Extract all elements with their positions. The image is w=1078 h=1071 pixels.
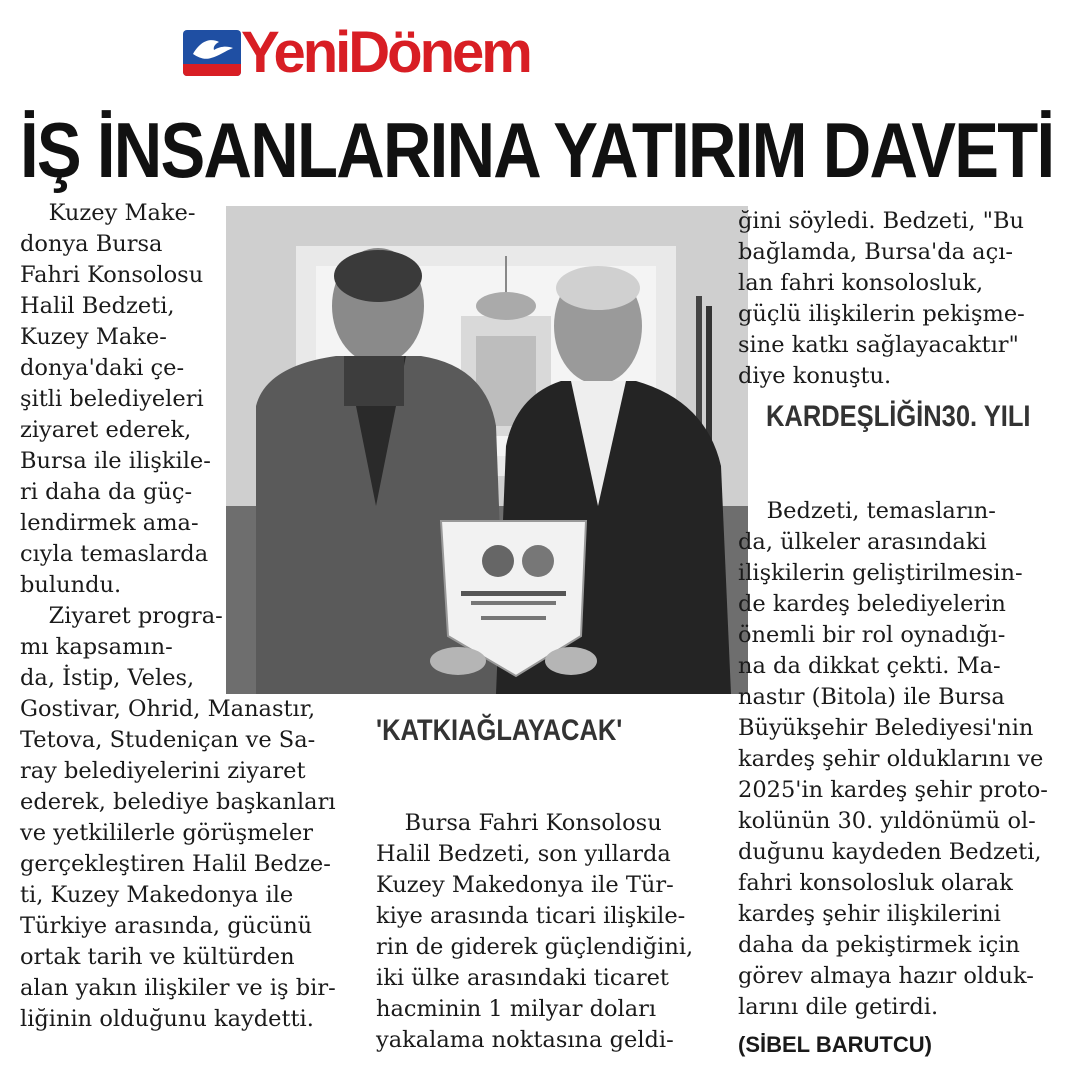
- masthead-title: YeniDönem: [241, 20, 530, 85]
- text-line: Kuzey Make-: [20, 324, 167, 350]
- text-line: daha da pekiştirmek için: [738, 932, 1020, 958]
- text-line: Bedzeti, temasların-: [738, 498, 996, 524]
- text-line: KARDEŞLİĞİN: [766, 400, 942, 433]
- text-line: lan fahri konsolosluk,: [738, 270, 984, 296]
- text-line: Ziyaret progra-: [20, 603, 223, 629]
- text-line: 30. YILI: [941, 400, 1031, 433]
- subhead-katki: [376, 708, 622, 753]
- text-line: ray belediyelerini ziyaret: [20, 758, 306, 784]
- text-line: alan yakın ilişkiler ve iş bir-: [20, 975, 336, 1001]
- text-line: rin de giderek güçlendiğini,: [376, 934, 694, 960]
- text-line: mı kapsamın-: [20, 634, 173, 660]
- article-column-3-top: [738, 206, 1025, 392]
- text-line: ortak tarih ve kültürden: [20, 944, 295, 970]
- text-line: de kardeş belediyelerin: [738, 591, 1006, 617]
- text-line: güçlü ilişkilerin pekişme-: [738, 301, 1025, 327]
- text-line: AĞLAYACAK': [458, 714, 623, 747]
- text-line: diye konuştu.: [738, 363, 892, 389]
- text-line: Fahri Konsolosu: [20, 262, 204, 288]
- article-photo: [226, 206, 748, 694]
- text-line: kiye arasında ticari ilişkile-: [376, 903, 686, 929]
- text-line: sine katkı sağlayacaktır": [738, 332, 1019, 358]
- subhead-kardeslik: [766, 394, 1031, 439]
- text-line: liğinin olduğunu kaydetti.: [20, 1006, 314, 1032]
- text-line: larını dile getirdi.: [738, 994, 939, 1020]
- text-line: da, ülkeler arasındaki: [738, 529, 987, 555]
- text-line: kolünün 30. yıldönümü ol-: [738, 808, 1036, 834]
- text-line: 'KATKI: [376, 714, 459, 747]
- text-line: Halil Bedzeti,: [20, 293, 175, 319]
- text-line: gerçekleştiren Halil Bedze-: [20, 851, 331, 877]
- text-line: Büyükşehir Belediyesi'nin: [738, 715, 1034, 741]
- text-line: Kuzey Makedonya ile Tür-: [376, 872, 674, 898]
- text-line: kardeş şehir olduklarını ve: [738, 746, 1044, 772]
- text-line: ziyaret ederek,: [20, 417, 192, 443]
- text-line: ri daha da güç-: [20, 479, 193, 505]
- text-line: 2025'in kardeş şehir proto-: [738, 777, 1048, 803]
- text-line: bulundu.: [20, 572, 122, 598]
- text-line: ve yetkililerle görüşmeler: [20, 820, 314, 846]
- text-line: cıyla temaslarda: [20, 541, 209, 567]
- text-line: Bursa Fahri Konsolosu: [376, 810, 662, 836]
- text-line: Bursa ile ilişkile-: [20, 448, 211, 474]
- article-column-3-bottom: [738, 496, 1048, 1023]
- headline: İŞ İNSANLARINA YATIRIM DAVETİ: [20, 106, 1054, 194]
- text-line: Türkiye arasında, gücünü: [20, 913, 313, 939]
- text-line: Halil Bedzeti, son yıllarda: [376, 841, 671, 867]
- text-line: nastır (Bitola) ile Bursa: [738, 684, 1005, 710]
- text-line: fahri konsolosluk olarak: [738, 870, 1013, 896]
- text-line: ilişkilerin geliştirilmesin-: [738, 560, 1023, 586]
- dove-logo-icon: [183, 30, 241, 76]
- text-line: şitli belediyeleri: [20, 386, 204, 412]
- text-line: lendirmek ama-: [20, 510, 199, 536]
- text-line: duğunu kaydeden Bedzeti,: [738, 839, 1042, 865]
- text-line: iki ülke arasındaki ticaret: [376, 965, 669, 991]
- text-line: Kuzey Make-: [20, 200, 196, 226]
- text-line: yakalama noktasına geldi-: [376, 1027, 674, 1053]
- article-column-2: [376, 808, 693, 1056]
- text-line: donya Bursa: [20, 231, 163, 257]
- text-line: donya'daki çe-: [20, 355, 185, 381]
- text-line: Gostivar, Ohrid, Manastır,: [20, 696, 316, 722]
- masthead-logo: [183, 22, 563, 84]
- text-line: da, İstip, Veles,: [20, 665, 195, 691]
- text-line: ğini söyledi. Bedzeti, "Bu: [738, 208, 1024, 234]
- text-line: bağlamda, Bursa'da açı-: [738, 239, 1013, 265]
- byline: (SİBEL BARUTCU): [738, 1032, 932, 1057]
- text-line: Tetova, Studeniçan ve Sa-: [20, 727, 316, 753]
- text-line: görev almaya hazır olduk-: [738, 963, 1034, 989]
- text-line: ederek, belediye başkanları: [20, 789, 336, 815]
- text-line: önemli bir rol oynadığı-: [738, 622, 1006, 648]
- text-line: kardeş şehir ilişkilerini: [738, 901, 1001, 927]
- text-line: hacminin 1 milyar doları: [376, 996, 657, 1022]
- text-line: na da dikkat çekti. Ma-: [738, 653, 1001, 679]
- text-line: ti, Kuzey Makedonya ile: [20, 882, 294, 908]
